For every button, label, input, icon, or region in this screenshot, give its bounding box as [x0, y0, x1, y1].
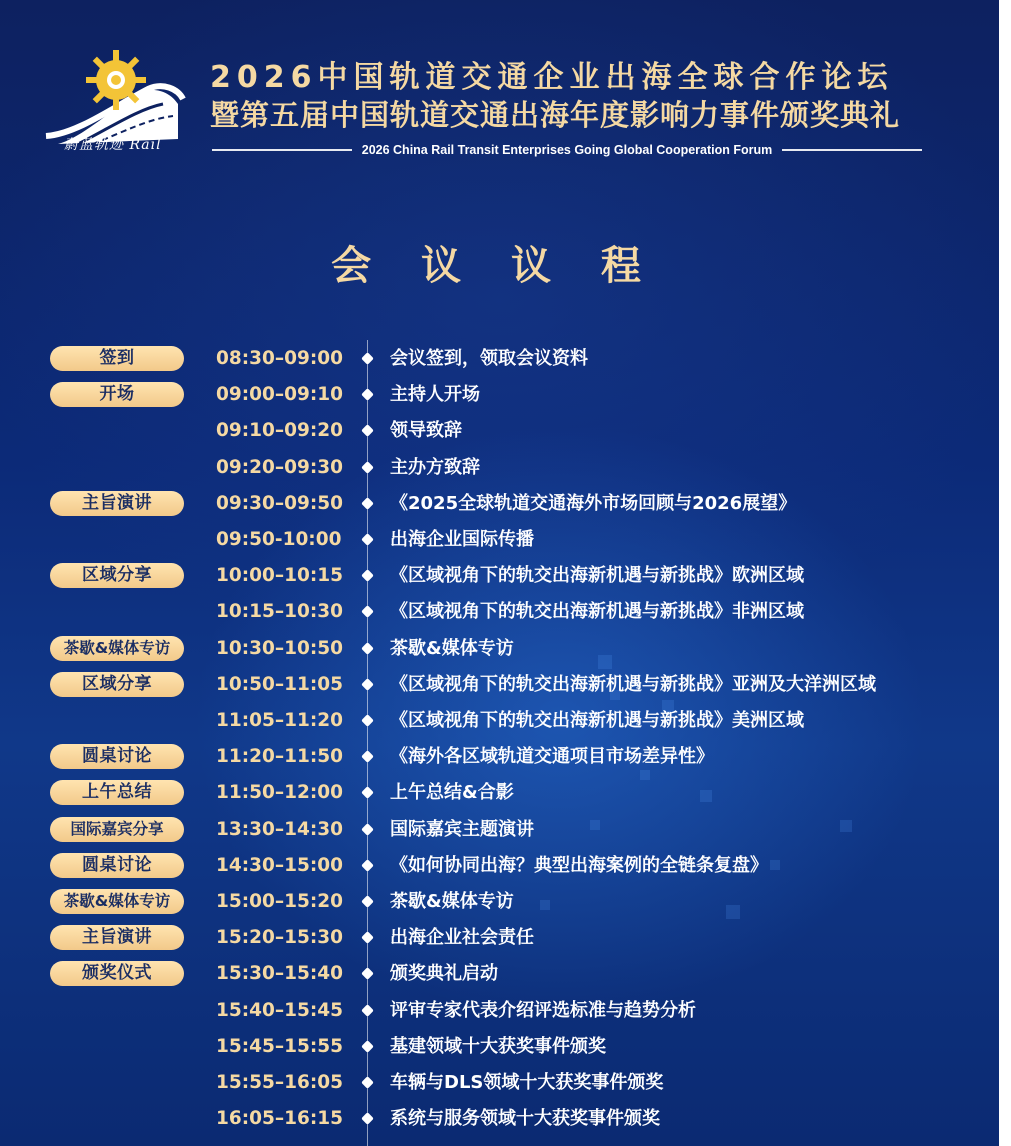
session-description: 车辆与DLS领域十大获奖事件颁奖 — [390, 1072, 664, 1093]
timeline-diamond-icon — [361, 497, 374, 510]
session-time: 10:50–11:05 — [216, 673, 344, 695]
session-tag: 区域分享 — [50, 563, 184, 588]
session-tag: 区域分享 — [50, 672, 184, 697]
session-time: 15:20–15:30 — [216, 927, 344, 949]
session-description: 主办方致辞 — [390, 456, 480, 478]
session-tag: 主旨演讲 — [50, 491, 184, 516]
session-description: 颁奖典礼启动 — [390, 963, 498, 985]
timeline-diamond-icon — [361, 533, 374, 546]
session-time: 09:10–09:20 — [216, 420, 344, 442]
agenda-row — [0, 1028, 999, 1064]
timeline-diamond-icon — [361, 968, 374, 981]
session-tag: 茶歇&媒体专访 — [50, 636, 184, 661]
agenda-row — [0, 702, 999, 738]
session-time: 08:30–09:00 — [216, 348, 344, 369]
session-description: 评审专家代表介绍评选标准与趋势分析 — [390, 999, 696, 1021]
session-description: 《区域视角下的轨交出海新机遇与新挑战》美洲区域 — [390, 710, 804, 731]
agenda-row — [0, 883, 999, 919]
timeline-diamond-icon — [361, 1112, 374, 1125]
session-description: 《2025全球轨道交通海外市场回顾与2026展望》 — [390, 492, 797, 514]
session-time: 15:45–15:55 — [216, 1035, 344, 1057]
session-description: 系统与服务领域十大获奖事件颁奖 — [390, 1108, 660, 1130]
agenda-row — [0, 376, 999, 412]
agenda-row — [0, 774, 999, 810]
session-time: 13:30–14:30 — [216, 818, 344, 840]
timeline-diamond-icon — [361, 569, 374, 582]
session-description: 出海企业国际传播 — [390, 529, 534, 550]
session-description: 领导致辞 — [390, 420, 462, 442]
session-tag: 圆桌讨论 — [50, 744, 184, 769]
session-description: 茶歇&媒体专访 — [390, 637, 514, 659]
session-description: 上午总结&合影 — [390, 782, 514, 804]
session-description: 出海企业社会责任 — [390, 927, 534, 949]
session-description: 茶歇&媒体专访 — [390, 891, 514, 912]
timeline-diamond-icon — [361, 859, 374, 872]
session-time: 09:00–09:10 — [216, 384, 344, 406]
session-tag: 签到 — [50, 346, 184, 371]
agenda-row — [0, 666, 999, 702]
timeline-diamond-icon — [361, 678, 374, 691]
session-description: 《区域视角下的轨交出海新机遇与新挑战》欧洲区域 — [390, 565, 804, 587]
agenda-row — [0, 919, 999, 955]
forum-title: 2026中国轨道交通企业出海全球合作论坛 — [210, 60, 894, 95]
session-time: 14:30–15:00 — [216, 854, 344, 876]
agenda-row — [0, 1064, 999, 1100]
timeline-diamond-icon — [361, 895, 374, 908]
session-time: 15:40–15:45 — [216, 999, 344, 1021]
agenda-row — [0, 630, 999, 666]
agenda-row — [0, 485, 999, 521]
agenda-row — [0, 557, 999, 593]
session-time: 16:05–16:15 — [216, 1108, 344, 1130]
session-time: 15:55–16:05 — [216, 1072, 344, 1093]
timeline-diamond-icon — [361, 1040, 374, 1053]
ceremony-title: 暨第五届中国轨道交通出海年度影响力事件颁奖典礼 — [210, 98, 901, 132]
session-description: 主持人开场 — [390, 384, 480, 406]
agenda-row — [0, 593, 999, 629]
session-time: 09:20–09:30 — [216, 456, 344, 478]
timeline-diamond-icon — [361, 931, 374, 944]
agenda-row — [0, 738, 999, 774]
session-time: 11:50–12:00 — [216, 782, 344, 804]
english-subtitle: 2026 China Rail Transit Enterprises Going Global Cooperation Forum — [361, 143, 773, 157]
timeline-diamond-icon — [361, 787, 374, 800]
timeline-diamond-icon — [361, 750, 374, 763]
timeline-diamond-icon — [361, 606, 374, 619]
timeline-diamond-icon — [361, 425, 374, 438]
session-time: 11:05–11:20 — [216, 710, 344, 731]
session-time: 09:50-10:00 — [216, 529, 342, 550]
agenda-row — [0, 340, 999, 376]
timeline-diamond-icon — [361, 1076, 374, 1089]
session-time: 10:30–10:50 — [216, 637, 344, 659]
timeline-diamond-icon — [361, 352, 374, 365]
session-time: 15:30–15:40 — [216, 963, 344, 985]
agenda-row — [0, 847, 999, 883]
session-tag: 上午总结 — [50, 780, 184, 805]
session-time: 09:30–09:50 — [216, 492, 344, 514]
divider-line — [782, 149, 922, 151]
agenda-row — [0, 811, 999, 847]
divider-line — [212, 149, 352, 151]
timeline-diamond-icon — [361, 823, 374, 836]
session-time: 15:00–15:20 — [216, 891, 344, 912]
timeline-diamond-icon — [361, 1004, 374, 1017]
session-tag: 国际嘉宾分享 — [50, 817, 184, 842]
session-description: 《区域视角下的轨交出海新机遇与新挑战》非洲区域 — [390, 601, 804, 623]
session-description: 基建领域十大获奖事件颁奖 — [390, 1035, 606, 1057]
session-tag: 茶歇&媒体专访 — [50, 889, 184, 914]
session-description: 国际嘉宾主题演讲 — [390, 818, 534, 840]
session-description: 会议签到，领取会议资料 — [390, 348, 588, 369]
agenda-row — [0, 521, 999, 557]
agenda-heading: 会 议 议 程 — [331, 243, 659, 289]
timeline-diamond-icon — [361, 714, 374, 727]
session-time: 11:20–11:50 — [216, 746, 344, 768]
session-description: 《海外各区域轨道交通项目市场差异性》 — [390, 746, 714, 768]
timeline-diamond-icon — [361, 461, 374, 474]
timeline-diamond-icon — [361, 642, 374, 655]
agenda-row — [0, 955, 999, 991]
session-time: 10:00–10:15 — [216, 565, 344, 587]
agenda-row — [0, 449, 999, 485]
session-tag: 颁奖仪式 — [50, 961, 184, 986]
agenda-row — [0, 992, 999, 1028]
session-tag: 主旨演讲 — [50, 925, 184, 950]
session-tag: 开场 — [50, 382, 184, 407]
session-description: 《如何协同出海？典型出海案例的全链条复盘》 — [390, 854, 768, 876]
agenda-row — [0, 412, 999, 448]
english-subtitle-row — [212, 140, 922, 160]
logo-text: 蔚蓝轨迹 Rail — [64, 137, 162, 153]
session-tag: 圆桌讨论 — [50, 853, 184, 878]
session-description: 《区域视角下的轨交出海新机遇与新挑战》亚洲及大洋洲区域 — [390, 673, 876, 695]
timeline-diamond-icon — [361, 388, 374, 401]
agenda-row — [0, 1100, 999, 1136]
session-time: 10:15–10:30 — [216, 601, 344, 623]
